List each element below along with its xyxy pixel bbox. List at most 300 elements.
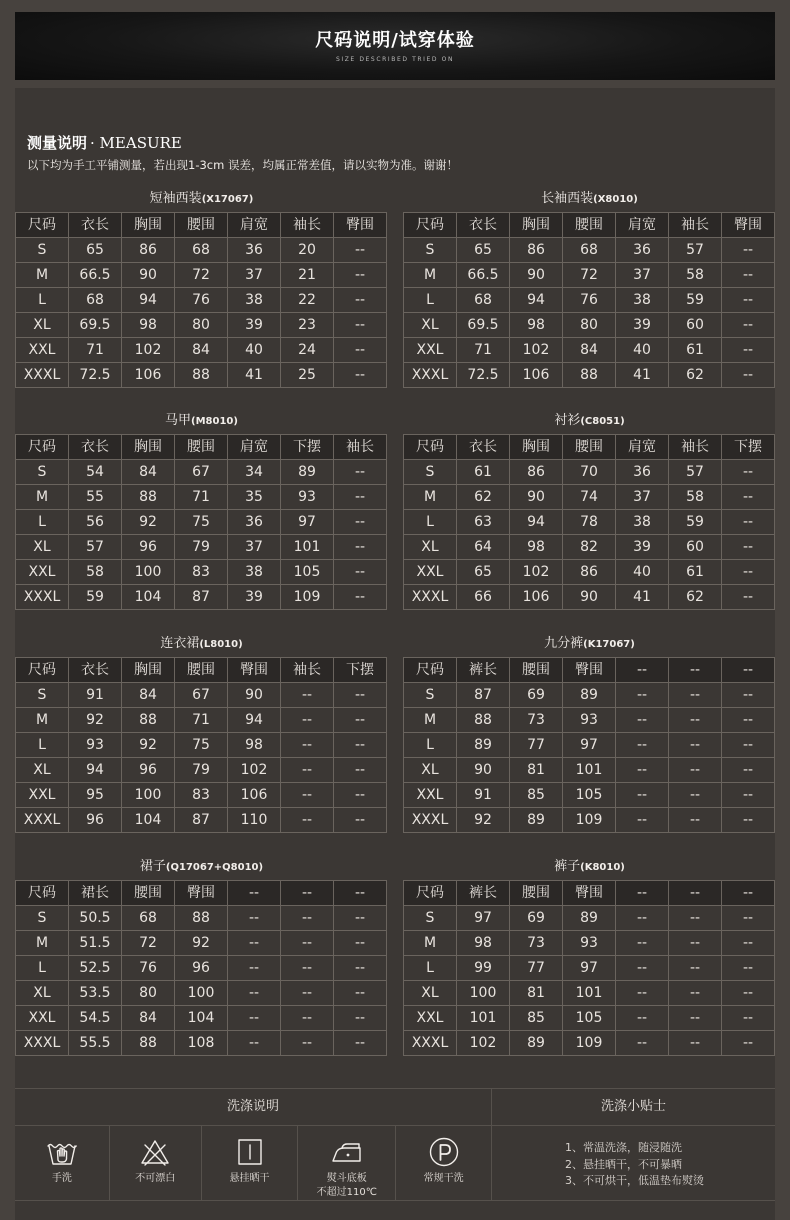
size-table-short-sleeve-suit <box>15 188 388 388</box>
size-value-cell: 67 <box>175 683 228 708</box>
size-value-cell: 63 <box>457 510 510 535</box>
size-value-cell: 81 <box>510 981 563 1006</box>
size-value-cell: -- <box>616 783 669 808</box>
size-value-cell: -- <box>722 931 775 956</box>
size-value-cell: 66.5 <box>69 263 122 288</box>
size-value-cell: 104 <box>122 585 175 610</box>
column-header: 臀围 <box>722 213 775 238</box>
column-header: 袖长 <box>669 435 722 460</box>
column-header: -- <box>281 881 334 906</box>
size-value-cell: 77 <box>510 733 563 758</box>
table-head <box>16 213 387 238</box>
size-value-cell: -- <box>722 313 775 338</box>
size-value-cell: -- <box>228 956 281 981</box>
size-value-cell: -- <box>281 1031 334 1056</box>
size-value-cell: 88 <box>563 363 616 388</box>
size-label-cell: S <box>16 906 69 931</box>
care-item-dry-clean <box>396 1126 491 1200</box>
no-bleach-icon <box>139 1136 171 1168</box>
size-value-cell: 80 <box>175 313 228 338</box>
column-header: -- <box>616 658 669 683</box>
size-label-cell: L <box>16 510 69 535</box>
column-header: -- <box>616 881 669 906</box>
table-body <box>404 683 775 833</box>
tips-title: 洗涤小贴士 <box>492 1089 775 1126</box>
size-label-cell: XXXL <box>16 363 69 388</box>
size-value-cell: -- <box>334 238 387 263</box>
size-value-cell: 109 <box>563 808 616 833</box>
size-value-cell: -- <box>281 808 334 833</box>
size-value-cell: 40 <box>616 338 669 363</box>
size-value-cell: -- <box>281 956 334 981</box>
table-row <box>404 783 775 808</box>
size-label-cell: M <box>16 931 69 956</box>
size-label-cell: XL <box>404 313 457 338</box>
size-value-cell: 69.5 <box>457 313 510 338</box>
column-header: -- <box>722 881 775 906</box>
column-header: 腰围 <box>122 881 175 906</box>
size-value-cell: 88 <box>457 708 510 733</box>
size-value-cell: -- <box>722 733 775 758</box>
header-row <box>404 435 775 460</box>
table-code: (C8051) <box>580 416 625 427</box>
size-label-cell: XXL <box>404 560 457 585</box>
table-code: (K17067) <box>583 639 635 650</box>
size-label-cell: XXXL <box>404 363 457 388</box>
size-value-cell: -- <box>616 683 669 708</box>
table-row <box>404 510 775 535</box>
size-value-cell: 73 <box>510 931 563 956</box>
size-value-cell: 69 <box>510 683 563 708</box>
size-label-cell: XL <box>16 981 69 1006</box>
size-value-cell: 36 <box>616 238 669 263</box>
care-item-iron <box>298 1126 396 1200</box>
size-value-cell: -- <box>281 783 334 808</box>
size-value-cell: 24 <box>281 338 334 363</box>
table-row <box>16 931 387 956</box>
size-value-cell: -- <box>334 956 387 981</box>
table-row <box>16 683 387 708</box>
table-row <box>16 1031 387 1056</box>
care-item-hang-dry <box>202 1126 299 1200</box>
size-label-cell: XL <box>404 535 457 560</box>
size-value-cell: -- <box>281 906 334 931</box>
size-value-cell: 84 <box>122 1006 175 1031</box>
table-title <box>403 188 776 212</box>
table-row <box>16 460 387 485</box>
column-header: 衣长 <box>457 435 510 460</box>
table-row <box>16 560 387 585</box>
size-value-cell: 105 <box>563 1006 616 1031</box>
header-row <box>404 881 775 906</box>
table-row <box>404 981 775 1006</box>
size-table-long-sleeve-suit <box>403 188 776 388</box>
size-value-cell: 82 <box>563 535 616 560</box>
column-header: 臀围 <box>228 658 281 683</box>
size-value-cell: 37 <box>616 485 669 510</box>
size-value-cell: -- <box>669 683 722 708</box>
size-value-cell: 92 <box>457 808 510 833</box>
size-value-cell: -- <box>334 363 387 388</box>
size-value-cell: 53.5 <box>69 981 122 1006</box>
size-value-cell: 109 <box>281 585 334 610</box>
column-header: 下摆 <box>722 435 775 460</box>
table-code: (X17067) <box>201 194 254 205</box>
column-header: 袖长 <box>334 435 387 460</box>
table-head <box>16 658 387 683</box>
size-table-shirt <box>403 410 776 610</box>
size-value-cell: -- <box>334 758 387 783</box>
care-label: 常规干洗 <box>423 1173 464 1184</box>
table-name: 衬衫 <box>554 413 581 428</box>
column-header: 尺码 <box>404 881 457 906</box>
column-header: 衣长 <box>457 213 510 238</box>
table-row <box>16 485 387 510</box>
size-value-cell: 37 <box>616 263 669 288</box>
table-row <box>404 485 775 510</box>
size-value-cell: 39 <box>228 585 281 610</box>
size-value-cell: 100 <box>175 981 228 1006</box>
column-header: 臀围 <box>334 213 387 238</box>
size-value-cell: 66 <box>457 585 510 610</box>
size-value-cell: 76 <box>563 288 616 313</box>
size-value-cell: 97 <box>457 906 510 931</box>
care-label: 手洗 <box>51 1173 72 1184</box>
measure-heading <box>27 132 182 153</box>
size-value-cell: -- <box>669 708 722 733</box>
size-label-cell: S <box>404 460 457 485</box>
size-value-cell: -- <box>722 263 775 288</box>
size-value-cell: 20 <box>281 238 334 263</box>
size-table <box>403 434 775 610</box>
size-value-cell: -- <box>334 263 387 288</box>
size-value-cell: 88 <box>175 906 228 931</box>
measure-title: 测量说明 <box>27 134 88 152</box>
size-value-cell: 98 <box>510 313 563 338</box>
header-row <box>404 658 775 683</box>
size-value-cell: -- <box>616 906 669 931</box>
size-label-cell: M <box>404 263 457 288</box>
size-value-cell: -- <box>228 981 281 1006</box>
size-label-cell: XXXL <box>16 1031 69 1056</box>
size-label-cell: XXXL <box>404 585 457 610</box>
column-header: 尺码 <box>16 435 69 460</box>
size-value-cell: -- <box>281 758 334 783</box>
size-value-cell: 58 <box>69 560 122 585</box>
table-title <box>403 410 776 434</box>
size-value-cell: 104 <box>175 1006 228 1031</box>
measure-note: 以下均为手工平铺测量，若出现1-3cm 误差，均属正常差值，请以实物为准。谢谢！ <box>27 158 458 172</box>
size-value-cell: 58 <box>669 485 722 510</box>
header-row <box>16 658 387 683</box>
column-header: 尺码 <box>404 658 457 683</box>
table-row <box>16 313 387 338</box>
size-value-cell: 96 <box>175 956 228 981</box>
size-label-cell: XL <box>404 758 457 783</box>
care-label-line1: 熨斗底板 <box>326 1173 367 1184</box>
size-table-vest <box>15 410 388 610</box>
table-row <box>404 906 775 931</box>
size-label-cell: XXXL <box>16 808 69 833</box>
size-value-cell: 36 <box>228 510 281 535</box>
size-value-cell: 98 <box>122 313 175 338</box>
size-value-cell: -- <box>334 510 387 535</box>
size-value-cell: 96 <box>69 808 122 833</box>
size-value-cell: 72 <box>175 263 228 288</box>
size-value-cell: 73 <box>510 708 563 733</box>
column-header: 胸围 <box>122 658 175 683</box>
size-value-cell: 90 <box>122 263 175 288</box>
table-row <box>404 263 775 288</box>
page-subtitle: SIZE DESCRIBED TRIED ON <box>335 56 455 63</box>
size-value-cell: 86 <box>122 238 175 263</box>
table-row <box>404 931 775 956</box>
size-value-cell: -- <box>334 1006 387 1031</box>
size-label-cell: XXL <box>404 783 457 808</box>
size-label-cell: S <box>16 683 69 708</box>
size-value-cell: 90 <box>510 485 563 510</box>
size-label-cell: M <box>404 931 457 956</box>
table-row <box>16 535 387 560</box>
page-banner <box>15 12 775 80</box>
size-value-cell: 65 <box>457 560 510 585</box>
size-value-cell: -- <box>334 560 387 585</box>
table-row <box>16 288 387 313</box>
size-value-cell: 37 <box>228 535 281 560</box>
size-value-cell: -- <box>334 906 387 931</box>
table-body <box>404 906 775 1056</box>
size-label-cell: S <box>404 683 457 708</box>
size-label-cell: XXL <box>404 338 457 363</box>
size-value-cell: 93 <box>563 708 616 733</box>
column-header: 袖长 <box>669 213 722 238</box>
size-value-cell: -- <box>669 783 722 808</box>
table-row <box>404 460 775 485</box>
column-header: 袖长 <box>281 213 334 238</box>
size-value-cell: 66.5 <box>457 263 510 288</box>
size-value-cell: 36 <box>228 238 281 263</box>
size-value-cell: 95 <box>69 783 122 808</box>
measure-title-en: · MEASURE <box>90 134 182 152</box>
size-value-cell: 68 <box>122 906 175 931</box>
size-value-cell: 39 <box>616 535 669 560</box>
size-value-cell: 109 <box>563 1031 616 1056</box>
size-value-cell: 38 <box>616 510 669 535</box>
size-value-cell: -- <box>228 1031 281 1056</box>
size-label-cell: M <box>16 708 69 733</box>
size-value-cell: 37 <box>228 263 281 288</box>
table-body <box>404 460 775 610</box>
size-value-cell: 72.5 <box>457 363 510 388</box>
size-label-cell: XXXL <box>404 1031 457 1056</box>
care-title: 洗涤说明 <box>15 1089 491 1126</box>
size-value-cell: 71 <box>175 708 228 733</box>
column-header: 衣长 <box>69 213 122 238</box>
care-label-line2: 不超过110℃ <box>316 1187 377 1198</box>
size-label-cell: XXL <box>404 1006 457 1031</box>
size-value-cell: 90 <box>563 585 616 610</box>
size-value-cell: -- <box>334 808 387 833</box>
table-title <box>403 633 776 657</box>
size-value-cell: -- <box>334 585 387 610</box>
size-value-cell: 80 <box>563 313 616 338</box>
care-instructions <box>15 1089 492 1200</box>
size-label-cell: M <box>16 263 69 288</box>
size-value-cell: 90 <box>510 263 563 288</box>
size-value-cell: -- <box>669 931 722 956</box>
hang-dry-icon <box>234 1136 266 1168</box>
table-name: 连衣裙 <box>160 636 200 651</box>
column-header: 尺码 <box>404 435 457 460</box>
column-header: 下摆 <box>281 435 334 460</box>
size-value-cell: 72 <box>122 931 175 956</box>
size-value-cell: 61 <box>669 560 722 585</box>
size-value-cell: -- <box>616 708 669 733</box>
size-value-cell: 61 <box>669 338 722 363</box>
size-value-cell: 93 <box>69 733 122 758</box>
table-title <box>15 410 388 434</box>
size-value-cell: -- <box>616 1031 669 1056</box>
size-value-cell: -- <box>722 906 775 931</box>
table-row <box>404 733 775 758</box>
size-value-cell: -- <box>281 683 334 708</box>
size-value-cell: 41 <box>616 585 669 610</box>
size-value-cell: -- <box>722 956 775 981</box>
table-row <box>404 708 775 733</box>
column-header: 腰围 <box>175 435 228 460</box>
column-header: 尺码 <box>16 213 69 238</box>
column-header: -- <box>669 881 722 906</box>
table-body <box>404 238 775 388</box>
column-header: 胸围 <box>122 213 175 238</box>
size-value-cell: 51.5 <box>69 931 122 956</box>
size-label-cell: XXXL <box>16 585 69 610</box>
table-body <box>16 238 387 388</box>
column-header: 臀围 <box>563 881 616 906</box>
size-value-cell: 88 <box>175 363 228 388</box>
size-value-cell: -- <box>334 708 387 733</box>
column-header: 下摆 <box>334 658 387 683</box>
table-row <box>404 808 775 833</box>
size-value-cell: -- <box>334 1031 387 1056</box>
size-value-cell: -- <box>334 981 387 1006</box>
size-label-cell: M <box>404 708 457 733</box>
column-header: 裤长 <box>457 658 510 683</box>
column-header: 腰围 <box>175 658 228 683</box>
size-value-cell: 101 <box>457 1006 510 1031</box>
size-label-cell: L <box>404 733 457 758</box>
size-value-cell: 69.5 <box>69 313 122 338</box>
column-header: 腰围 <box>563 435 616 460</box>
care-label: 悬挂晒干 <box>229 1173 270 1184</box>
size-value-cell: 97 <box>281 510 334 535</box>
table-body <box>16 906 387 1056</box>
column-header: 尺码 <box>16 658 69 683</box>
size-value-cell: 60 <box>669 313 722 338</box>
size-label-cell: XL <box>404 981 457 1006</box>
size-value-cell: 108 <box>175 1031 228 1056</box>
size-value-cell: 90 <box>228 683 281 708</box>
table-row <box>404 585 775 610</box>
size-value-cell: 25 <box>281 363 334 388</box>
size-value-cell: 84 <box>175 338 228 363</box>
size-value-cell: 101 <box>563 758 616 783</box>
column-header: 腰围 <box>563 213 616 238</box>
header-row <box>16 435 387 460</box>
table-row <box>404 758 775 783</box>
size-value-cell: 59 <box>69 585 122 610</box>
table-name: 马甲 <box>165 413 192 428</box>
size-value-cell: 89 <box>510 808 563 833</box>
column-header: 衣长 <box>69 435 122 460</box>
size-value-cell: -- <box>722 1006 775 1031</box>
size-value-cell: 94 <box>122 288 175 313</box>
table-row <box>16 363 387 388</box>
size-table <box>403 657 775 833</box>
size-value-cell: 67 <box>175 460 228 485</box>
size-value-cell: 56 <box>69 510 122 535</box>
size-value-cell: -- <box>616 808 669 833</box>
size-value-cell: 84 <box>122 683 175 708</box>
care-label <box>298 1172 395 1200</box>
size-value-cell: -- <box>228 931 281 956</box>
size-value-cell: 92 <box>122 733 175 758</box>
size-value-cell: -- <box>669 733 722 758</box>
size-value-cell: 91 <box>69 683 122 708</box>
hand-wash-icon <box>46 1136 78 1168</box>
size-value-cell: 76 <box>122 956 175 981</box>
size-value-cell: 68 <box>175 238 228 263</box>
column-header: 肩宽 <box>228 435 281 460</box>
size-value-cell: 98 <box>457 931 510 956</box>
table-row <box>16 783 387 808</box>
size-value-cell: 68 <box>563 238 616 263</box>
column-header: 腰围 <box>510 881 563 906</box>
size-value-cell: 38 <box>228 288 281 313</box>
size-value-cell: -- <box>281 931 334 956</box>
size-label-cell: XL <box>16 758 69 783</box>
size-value-cell: 71 <box>175 485 228 510</box>
column-header: 腰围 <box>510 658 563 683</box>
care-section <box>15 1088 775 1201</box>
table-name: 九分裤 <box>544 636 584 651</box>
size-value-cell: 88 <box>122 708 175 733</box>
care-label: 不可漂白 <box>135 1173 176 1184</box>
size-table <box>403 212 775 388</box>
table-row <box>16 1006 387 1031</box>
size-value-cell: 38 <box>228 560 281 585</box>
size-value-cell: 86 <box>563 560 616 585</box>
table-row <box>16 808 387 833</box>
size-value-cell: 40 <box>228 338 281 363</box>
column-header: 胸围 <box>510 213 563 238</box>
size-value-cell: -- <box>334 485 387 510</box>
table-row <box>404 683 775 708</box>
size-value-cell: 68 <box>457 288 510 313</box>
size-value-cell: 35 <box>228 485 281 510</box>
size-value-cell: 90 <box>457 758 510 783</box>
care-item-no-bleach <box>110 1126 202 1200</box>
table-code: (K8010) <box>580 862 625 873</box>
size-value-cell: 92 <box>122 510 175 535</box>
care-icon-row <box>15 1126 491 1200</box>
size-value-cell: -- <box>616 956 669 981</box>
dry-clean-icon <box>428 1136 460 1168</box>
size-value-cell: 85 <box>510 783 563 808</box>
table-row <box>16 263 387 288</box>
table-row <box>16 510 387 535</box>
size-table <box>15 212 387 388</box>
